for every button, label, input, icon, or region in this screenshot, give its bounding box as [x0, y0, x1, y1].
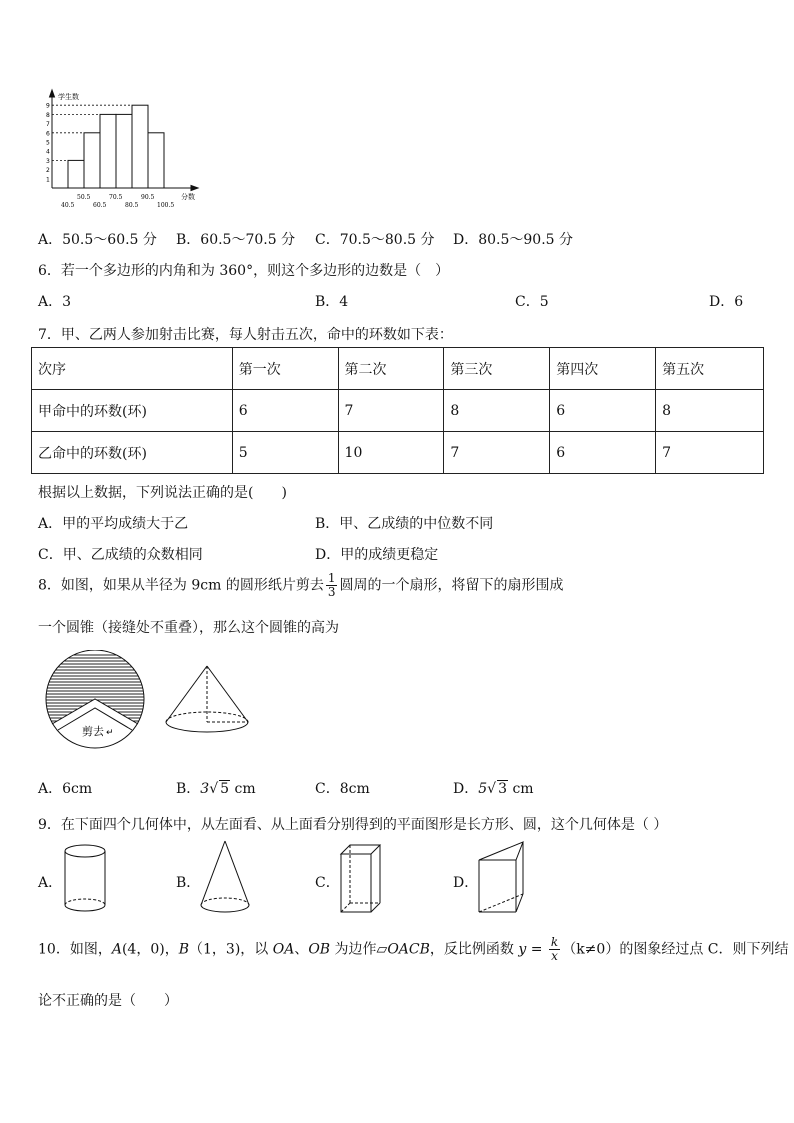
cylinder-figure [60, 842, 110, 916]
q5-option-b[interactable]: B．60.5～70.5 分 [176, 232, 296, 248]
q6-option-c[interactable]: C．5 [515, 294, 549, 310]
fraction-denominator: x [551, 949, 558, 963]
q10-condition: （k≠0）的图象经过点 C．则下列结 [562, 941, 789, 958]
table-cell: 7 [656, 432, 764, 474]
x-axis-arrow [191, 186, 198, 191]
q8-stem-part1: 8．如图，如果从半径为 9cm 的圆形纸片剪去 [38, 577, 324, 594]
cone-solid-figure [196, 838, 254, 918]
q8-stem-line1 [38, 572, 563, 599]
table-cell: 5 [232, 432, 338, 474]
y-tick-label: 5 [46, 139, 50, 147]
y-tick-label: 6 [46, 130, 50, 138]
y-axis-label: 学生数 [58, 93, 79, 101]
table-cell: 10 [338, 432, 444, 474]
cut-label: 剪去 [82, 725, 104, 738]
q9-option-b[interactable]: B． [176, 875, 201, 891]
fraction-k-over-x [549, 936, 560, 963]
q8-option-c[interactable]: C．8cm [315, 781, 370, 797]
x-tick-label: 90.5 [141, 194, 155, 201]
q7-option-c[interactable]: C．甲、乙成绩的众数相同 [38, 547, 203, 563]
q7-option-a[interactable]: A．甲的平均成绩大于乙 [38, 516, 189, 532]
q8-stem-part2: 圆周的一个扇形，将留下的扇形围成 [339, 577, 564, 594]
coord-a: (4，0)， [121, 941, 179, 958]
table-cell: 乙命中的环数(环) [32, 432, 233, 474]
table-cell: 7 [444, 432, 550, 474]
table-header-row [32, 348, 764, 390]
point-b: B [178, 941, 189, 958]
triangular-prism-figure [474, 838, 528, 918]
q7-question: 根据以上数据，下列说法正确的是( ) [38, 485, 287, 501]
x-tick-label: 70.5 [109, 194, 123, 201]
table-cell: 次序 [32, 348, 233, 390]
fraction-numerator: 1 [327, 571, 336, 585]
point-a: A [111, 941, 122, 958]
q7-option-d[interactable]: D．甲的成绩更稳定 [315, 547, 439, 563]
histogram-bar [116, 114, 132, 188]
coord-b: （1，3)，以 [189, 941, 273, 958]
table-cell: 8 [656, 390, 764, 432]
histogram-chart [38, 88, 208, 212]
table-cell: 第四次 [550, 348, 656, 390]
table-row [32, 432, 764, 474]
table-row [32, 390, 764, 432]
q6-option-a[interactable]: A．3 [38, 294, 72, 310]
table-cell: 7 [338, 390, 444, 432]
table-cell: 6 [550, 390, 656, 432]
q7-option-b[interactable]: B．甲、乙成绩的中位数不同 [315, 516, 494, 532]
q9-stem: 9．在下面四个几何体中，从左面看、从上面看分别得到的平面图形是长方形、圆，这个几何体是（ ） [38, 817, 668, 833]
q5-option-a[interactable]: A．50.5～60.5 分 [38, 232, 157, 248]
y-tick-label: 4 [46, 148, 50, 156]
segment-oa: OA [272, 941, 295, 958]
x-axis-label: 分数 [181, 193, 195, 201]
score-table [31, 347, 764, 474]
option-letter: B． [176, 781, 201, 797]
x-tick-label: 60.5 [93, 202, 107, 209]
table-cell: 6 [550, 432, 656, 474]
sqrt-icon: √ [209, 781, 219, 797]
return-mark-icon: ↵ [106, 728, 114, 738]
histogram-bar [84, 133, 100, 188]
q10-prefix: 10．如图， [38, 941, 112, 958]
table-cell: 甲命中的环数(环) [32, 390, 233, 432]
q8-option-b[interactable] [176, 778, 256, 798]
parallelogram-name: OACB [387, 941, 430, 958]
q6-option-d[interactable]: D．6 [709, 294, 744, 310]
histogram-bar [148, 133, 164, 188]
histogram-bar [132, 105, 148, 188]
cut-circle-figure [38, 650, 160, 750]
unit: cm [230, 781, 256, 797]
q5-option-d[interactable]: D．80.5～90.5 分 [453, 232, 574, 248]
y-tick-label: 7 [46, 121, 50, 129]
unit: cm [508, 781, 534, 797]
fraction-one-third [326, 572, 338, 599]
fraction-denominator: 3 [327, 585, 336, 599]
q5-option-c[interactable]: C．70.5～80.5 分 [315, 232, 435, 248]
x-tick-label: 50.5 [77, 194, 91, 201]
table-cell: 6 [232, 390, 338, 432]
function-text: ，反比例函数 [429, 941, 519, 958]
parallelogram-text: 为边作▱ [330, 941, 388, 958]
q9-option-d[interactable]: D． [453, 875, 479, 891]
rectangular-prism-figure [336, 840, 386, 918]
radical-coefficient: 3 [200, 781, 210, 797]
y-tick-label: 3 [46, 157, 50, 165]
histogram-bar [100, 114, 116, 188]
table-cell: 8 [444, 390, 550, 432]
table-cell: 第五次 [656, 348, 764, 390]
x-tick-label: 100.5 [157, 202, 175, 209]
q9-option-a[interactable]: A． [38, 875, 63, 891]
segment-ob: OB [308, 941, 331, 958]
radicand: 3 [498, 781, 507, 797]
separator: 、 [294, 941, 309, 958]
fraction-numerator: k [550, 935, 559, 949]
q6-stem: 6．若一个多边形的内角和为 360°，则这个多边形的边数是（ ） [38, 263, 450, 279]
var-y: y [518, 941, 527, 958]
q7-stem: 7．甲、乙两人参加射击比赛，每人射击五次，命中的环数如下表： [38, 327, 453, 343]
histogram-bar [68, 160, 84, 188]
sqrt-icon: √ [487, 781, 497, 797]
table-cell: 第三次 [444, 348, 550, 390]
x-tick-label: 80.5 [125, 202, 139, 209]
equals: = [526, 941, 547, 958]
y-tick-label: 8 [46, 111, 50, 119]
y-tick-label: 1 [46, 176, 50, 184]
y-tick-label: 2 [46, 167, 50, 175]
table-cell: 第一次 [232, 348, 338, 390]
q8-option-d[interactable] [453, 778, 534, 798]
table-cell: 第二次 [338, 348, 444, 390]
radical-coefficient: 5 [478, 781, 488, 797]
y-axis-arrow [50, 90, 55, 97]
q8-option-a[interactable]: A．6cm [38, 781, 93, 797]
cone-figure [160, 662, 256, 742]
option-letter: D． [453, 781, 479, 797]
q10-stem-line1 [38, 936, 789, 963]
q10-stem-line2: 论不正确的是（ ） [38, 993, 178, 1009]
q9-option-c[interactable]: C． [315, 875, 340, 891]
q6-option-b[interactable]: B．4 [315, 294, 349, 310]
y-tick-label: 9 [46, 102, 50, 110]
q8-stem-line2: 一个圆锥（接缝处不重叠），那么这个圆锥的高为 [38, 620, 339, 636]
radicand: 5 [220, 781, 230, 797]
x-tick-label: 40.5 [61, 202, 75, 209]
